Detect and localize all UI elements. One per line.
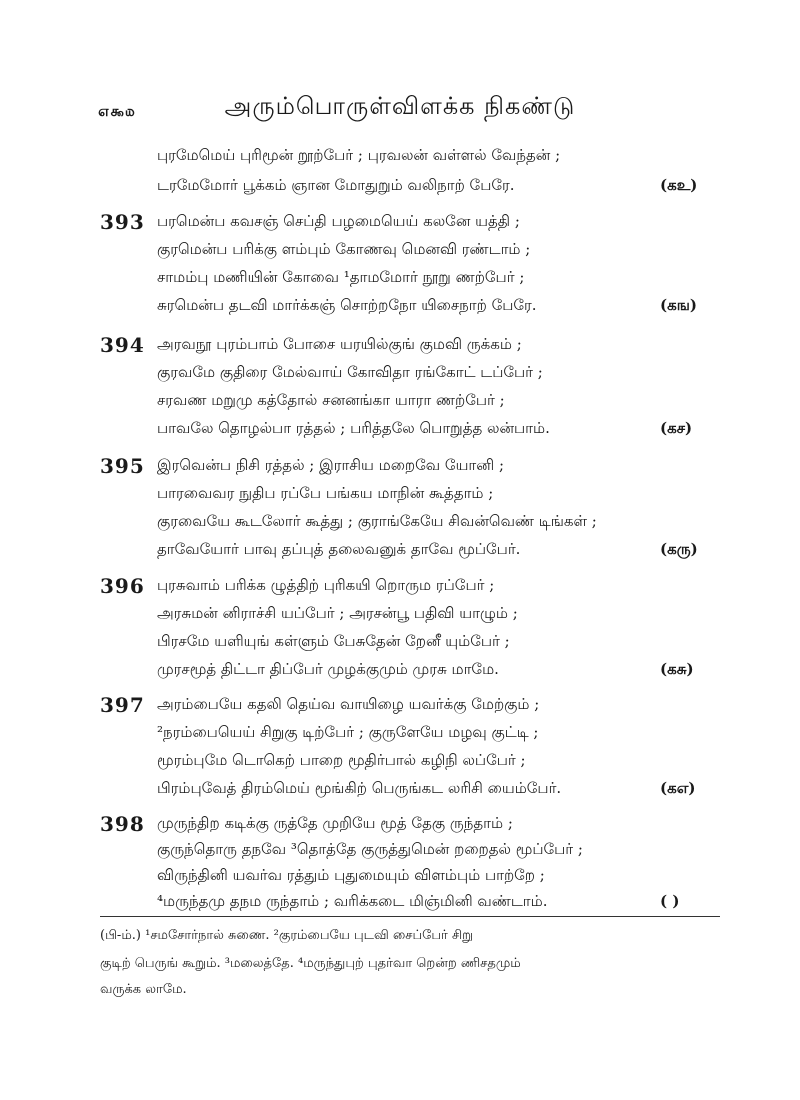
verse-line: பாரவைவர நுதிப ரப்பே பங்கய மாநின் கூத்தாம் ; xyxy=(157,484,494,502)
footnote-line: குடிற் பெருங் கூறும். ³மலைத்தே. ⁴மருந்துபுற் புதர்வா றென்ற ணிசதமும் xyxy=(100,956,521,971)
verse-line: சரவண மறுமு கத்தோல் சனனங்கா யாரா ணற்பேர் ; xyxy=(157,391,505,409)
verse-line: பிரசமே யளியுங் கள்ளும் பேசுதேன் றேனீ யும்பேர் ; xyxy=(157,632,510,650)
verse-line: பரமென்ப கவசஞ் செப்தி பழமையெய் கலனே யத்தி ; xyxy=(157,212,520,230)
verse-marker: (கச) xyxy=(660,419,693,437)
verse-line: முரசமூத் திட்டா திப்பேர் முழக்குமும் முரசு மாமே. xyxy=(157,660,499,678)
verse-line: குரமென்ப பரிக்கு ளம்பும் கோணவு மெனவி ரண்டாம் ; xyxy=(157,240,531,258)
verse-line: இரவென்ப நிசி ரத்தல் ; இராசிய மறைவே யோனி ; xyxy=(157,456,505,474)
footnote-line: (பி-ம்.) ¹சமசோர்நால் சுணை. ²குரம்பையே புடவி சைப்பேர் சிறு xyxy=(100,928,473,943)
verse-line: விருந்தினி யவர்வ ரத்தும் புதுமையும் விளம்பும் பாற்றே ; xyxy=(157,866,545,884)
verse-line: முருந்திற கடிக்கு ருத்தே முறியே மூத் தேகு ருந்தாம் ; xyxy=(157,814,513,832)
verse-marker: (கசு) xyxy=(660,660,694,678)
verse-line: பிரம்புவேத் திரம்மெய் மூங்கிற் பெருங்கட லரிசி யைம்பேர். xyxy=(157,779,562,797)
verse-line: தாவேயோர் பாவு தப்புத் தலைவனுக் தாவே மூப்பேர். xyxy=(157,540,521,558)
page-number: ௭௯௰ xyxy=(98,102,136,120)
verse-line: குருந்தொரு தநவே ³தொத்தே குருத்துமென் றறைதல் மூப்பேர் ; xyxy=(157,840,583,858)
verse-line: சுரமென்ப தடவி மார்க்கஞ் சொற்றநோ யிசைநாற் பேரே. xyxy=(157,296,537,314)
verse-line: குரவமே குதிரை மேல்வாய் கோவிதா ரங்கோட் டப்பேர் ; xyxy=(157,363,543,381)
verse-line: அரவநூ புரம்பாம் போசை யரயில்குங் குமவி ருக்கம் ; xyxy=(157,335,522,353)
verse-number: 394 xyxy=(100,333,145,357)
verse-number: 398 xyxy=(100,812,145,836)
verse-marker: ( ) xyxy=(660,892,680,910)
verse-marker: (கரு) xyxy=(660,540,698,558)
verse-line: சாமம்பு மணியின் கோவை ¹தாமமோர் நூறு ணற்பேர் ; xyxy=(157,268,525,286)
footnote-line: வருக்க லாமே. xyxy=(100,982,187,997)
verse-number: 395 xyxy=(100,454,145,478)
verse-line: ⁴மருந்தமு தநம ருந்தாம் ; வரிக்கடை மிஞ்மினி வண்டாம். xyxy=(157,892,548,910)
verse-line: மூரம்புமே டொகெற் பாறை மூதிர்பால் கழிநி லப்பேர் ; xyxy=(157,751,526,769)
verse-line: புரசுவாம் பரிக்க ழுத்திற் புரிகயி றொரும ரப்பேர் ; xyxy=(157,576,495,594)
verse-line: அரம்பையே கதலி தெய்வ வாயிழை யவர்க்கு மேற்கும் ; xyxy=(157,695,540,713)
verse-number: 397 xyxy=(100,693,145,717)
verse-line: பாவலே தொழல்பா ரத்தல் ; பரித்தலே பொறுத்த லன்பாம். xyxy=(157,419,550,437)
page-title: அரும்பொருள்விளக்க நிகண்டு xyxy=(224,92,576,120)
verse-marker: (கங) xyxy=(660,296,697,314)
verse-line: டரமேமோர் பூக்கம் ஞான மோதுறும் வலிநாற் பேரே. xyxy=(157,176,515,194)
verse-line: ²நரம்பையெய் சிறுகு டிற்பேர் ; குருளேயே மழவு குட்டி ; xyxy=(157,723,539,741)
verse-marker: (கஎ) xyxy=(660,779,696,797)
verse-number: 393 xyxy=(100,210,145,234)
verse-line: புரமேமெய் புரிமூன் றூற்பேர் ; புரவலன் வள்ளல் வேந்தன் ; xyxy=(157,146,561,164)
verse-line: குரவையே கூடலோர் கூத்து ; குராங்கேயே சிவன்வெண் டிங்கள் ; xyxy=(157,512,597,530)
verse-line: அரசுமன் னிராச்சி யப்பேர் ; அரசன்பூ பதிவி யாழும் ; xyxy=(157,604,518,622)
verse-marker: (கஉ) xyxy=(660,176,698,194)
verse-number: 396 xyxy=(100,574,145,598)
footnote-divider xyxy=(100,916,720,917)
